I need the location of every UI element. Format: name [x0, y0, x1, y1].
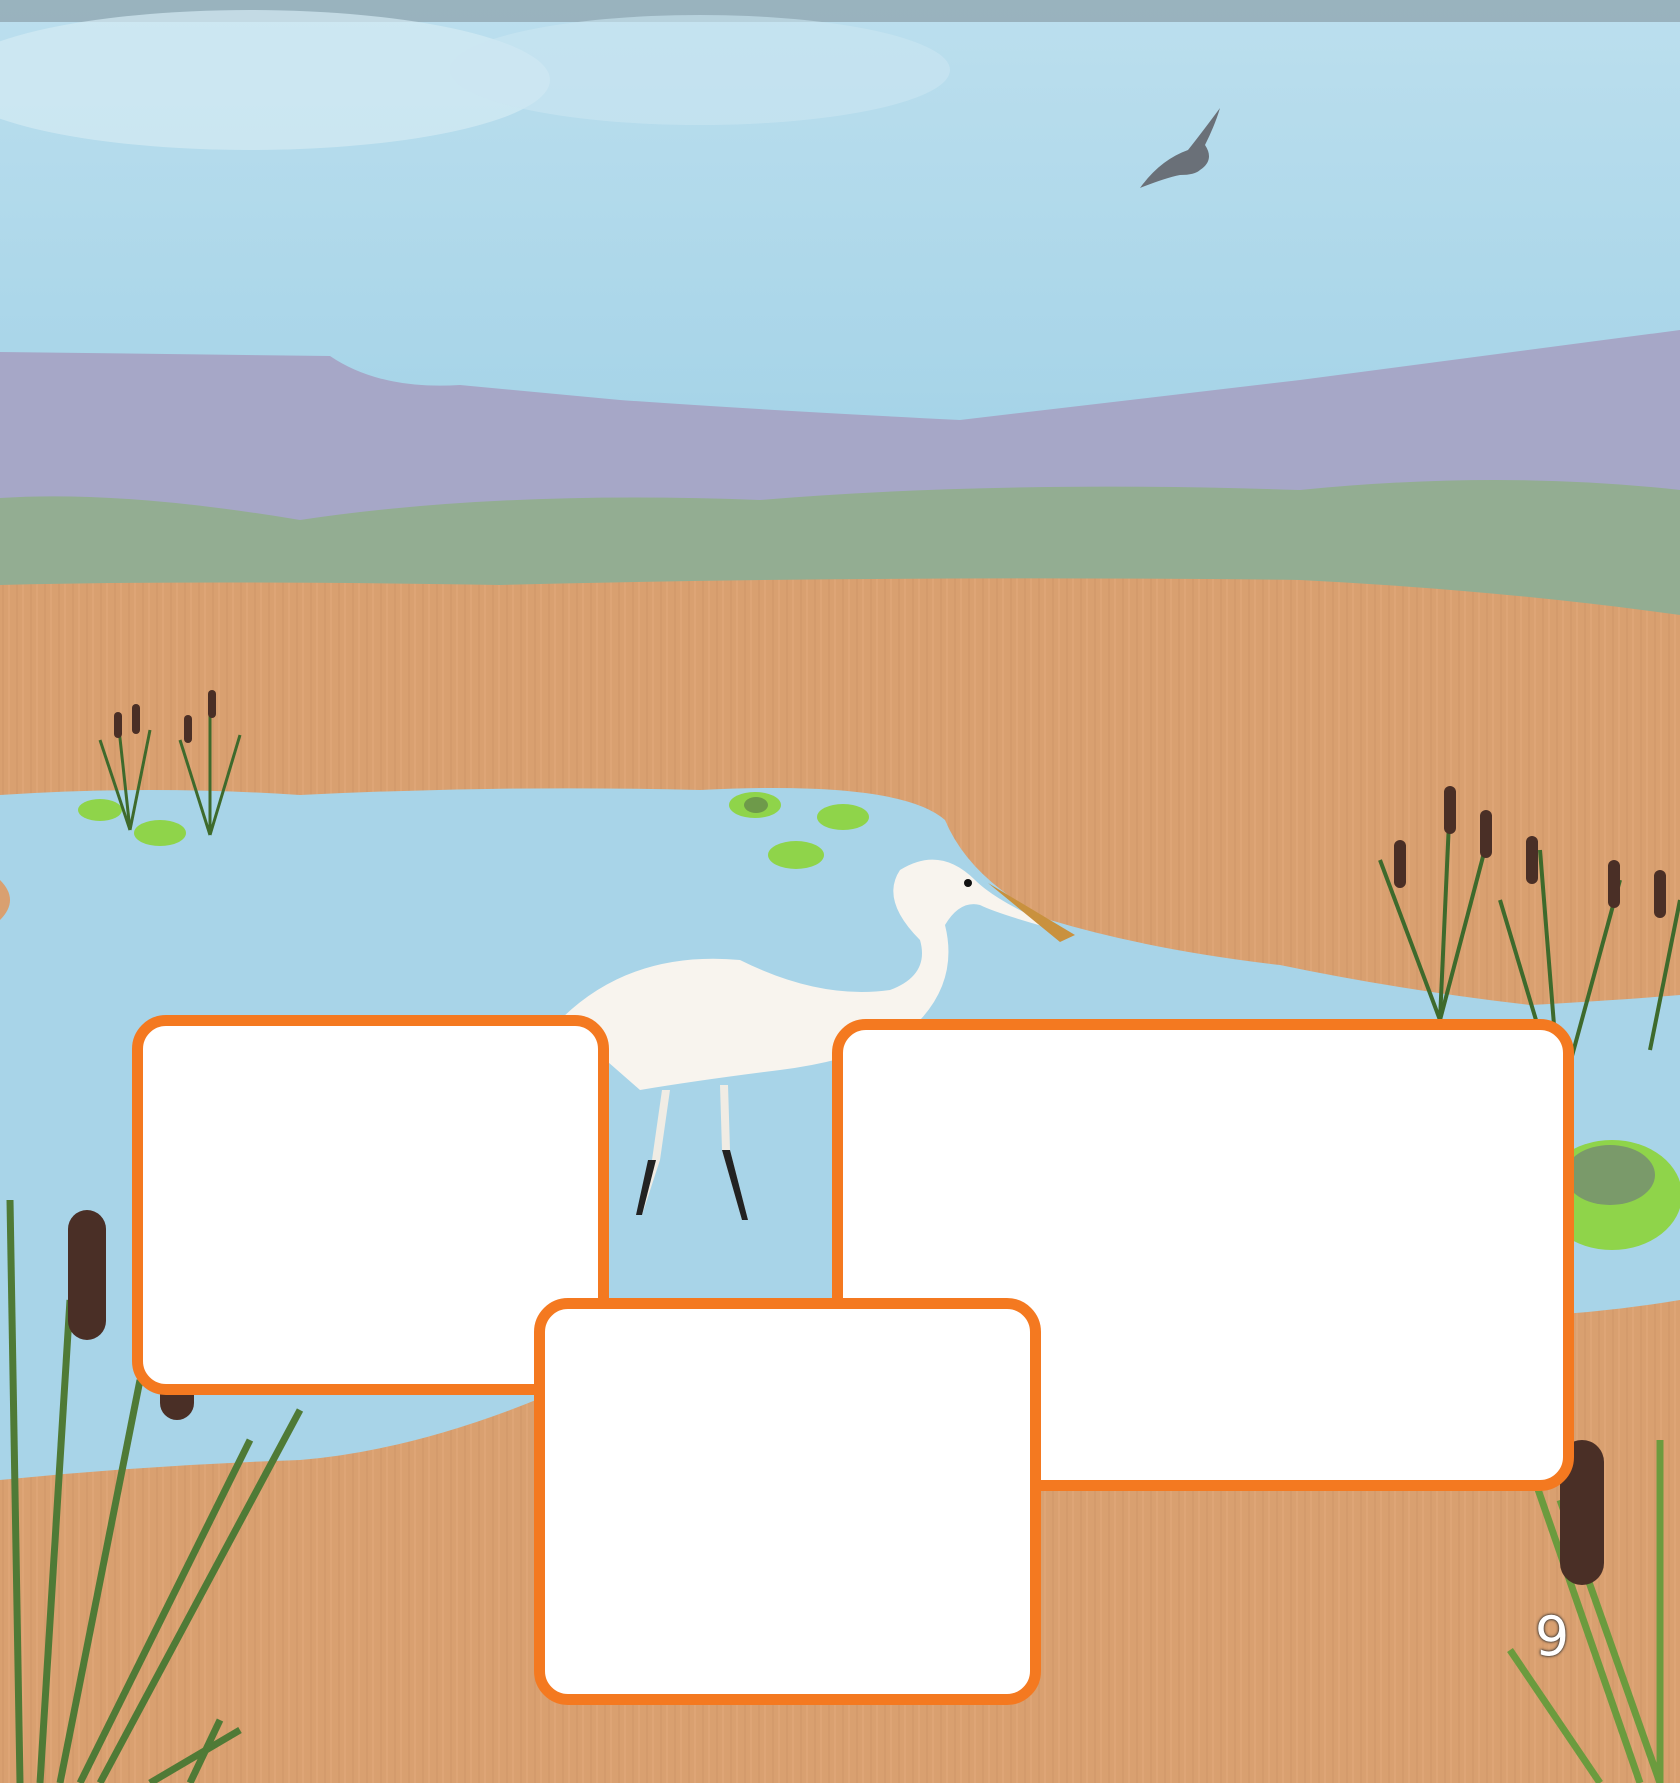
frog-icon [744, 797, 768, 813]
frog-icon [1565, 1145, 1655, 1205]
text-box-bottom [534, 1298, 1041, 1705]
cloud [450, 15, 950, 125]
page-number: 9 [1534, 1605, 1570, 1668]
